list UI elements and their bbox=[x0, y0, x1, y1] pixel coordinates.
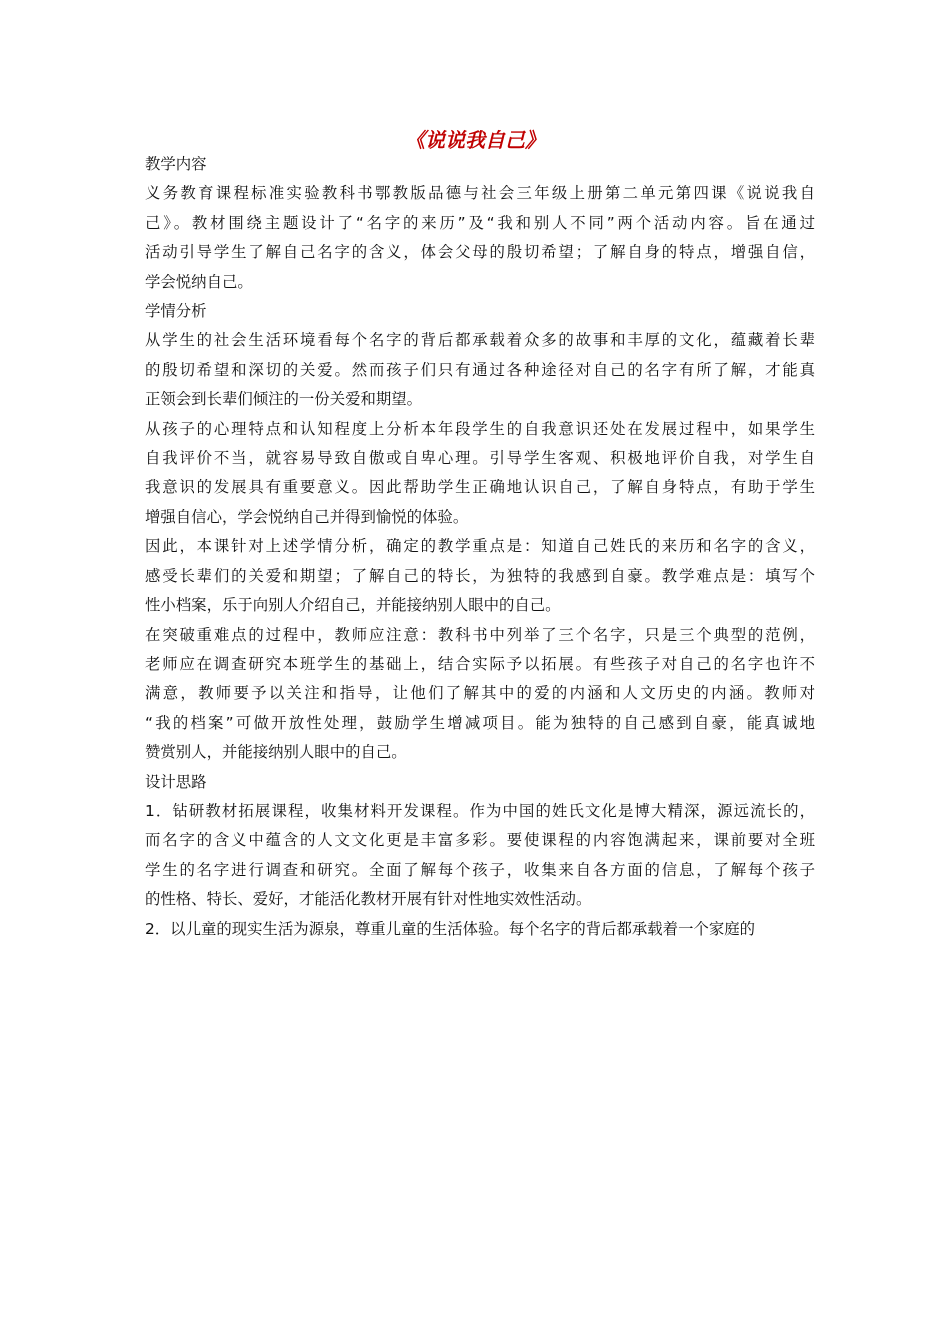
paragraph bbox=[145, 915, 815, 944]
paragraph bbox=[145, 179, 815, 297]
section-teaching-content bbox=[145, 150, 815, 297]
paragraph-line: 在突破重难点的过程中，教师应注意：教科书中列举了三个名字，只是三个典型的范例， bbox=[145, 625, 815, 644]
section-design-ideas bbox=[145, 768, 815, 944]
section-heading: 学情分析 bbox=[145, 302, 207, 321]
paragraph-line: 义务教育课程标准实验教科书鄂教版品德与社会三年级上册第二单元第四课《说说我自 bbox=[145, 184, 815, 203]
paragraph-line: “我的档案”可做开放性处理，鼓励学生增减项目。能为独特的自己感到自豪，能真诚地 bbox=[145, 713, 815, 732]
paragraph-line: 增强自信心，学会悦纳自己并得到愉悦的体验。 bbox=[145, 507, 469, 526]
paragraph bbox=[145, 797, 815, 915]
paragraph-line: 正领会到长辈们倾注的一份关爱和期望。 bbox=[145, 390, 423, 409]
paragraph-line: 学生的名字进行调查和研究。全面了解每个孩子，收集来自各方面的信息，了解每个孩子 bbox=[145, 860, 815, 879]
paragraph-line: 而名字的含义中蕴含的人文文化更是丰富多彩。要使课程的内容饱满起来，课前要对全班 bbox=[145, 831, 815, 850]
document-body bbox=[145, 150, 815, 944]
paragraph-line: 己》。教材围绕主题设计了“名字的来历”及“我和别人不同”两个活动内容。旨在通过 bbox=[145, 213, 815, 232]
paragraph-line: 我意识的发展具有重要意义。因此帮助学生正确地认识自己，了解自身特点，有助于学生 bbox=[145, 478, 815, 497]
paragraph-line: 活动引导学生了解自己名字的含义，体会父母的殷切希望；了解自身的特点，增强自信， bbox=[145, 243, 815, 262]
paragraph-line: 性小档案，乐于向别人介绍自己，并能接纳别人眼中的自己。 bbox=[145, 596, 561, 615]
document-title: 《说说我自己》 bbox=[405, 128, 545, 152]
paragraph bbox=[145, 532, 815, 620]
paragraph-line: 从学生的社会生活环境看每个名字的背后都承载着众多的故事和丰厚的文化，蕴藏着长辈 bbox=[145, 331, 815, 350]
section-learning-analysis bbox=[145, 297, 815, 768]
paragraph-line: 从孩子的心理特点和认知程度上分析本年段学生的自我意识还处在发展过程中，如果学生 bbox=[145, 419, 815, 438]
paragraph-line: 自我评价不当，就容易导致自傲或自卑心理。引导学生客观、积极地评价自我，对学生自 bbox=[145, 449, 815, 468]
paragraph bbox=[145, 621, 815, 768]
paragraph-line: 感受长辈们的关爱和期望；了解自己的特长，为独特的我感到自豪。教学难点是：填写个 bbox=[145, 566, 815, 585]
paragraph bbox=[145, 415, 815, 533]
paragraph-line: 的殷切希望和深切的关爱。然而孩子们只有通过各种途径对自己的名字有所了解，才能真 bbox=[145, 360, 815, 379]
paragraph-line: 学会悦纳自己。 bbox=[145, 272, 253, 291]
section-heading: 设计思路 bbox=[145, 772, 207, 791]
paragraph bbox=[145, 326, 815, 414]
paragraph-line: 赞赏别人，并能接纳别人眼中的自己。 bbox=[145, 743, 407, 762]
paragraph-line: 的性格、特长、爱好，才能活化教材开展有针对性地实效性活动。 bbox=[145, 890, 592, 909]
paragraph-line: 1．钻研教材拓展课程，收集材料开发课程。作为中国的姓氏文化是博大精深，源远流长的， bbox=[145, 801, 815, 820]
paragraph-line: 老师应在调查研究本班学生的基础上，结合实际予以拓展。有些孩子对自己的名字也许不 bbox=[145, 654, 815, 673]
paragraph-line: 满意，教师要予以关注和指导，让他们了解其中的爱的内涵和人文历史的内涵。教师对 bbox=[145, 684, 815, 703]
paragraph-line: 因此，本课针对上述学情分析，确定的教学重点是：知道自己姓氏的来历和名字的含义， bbox=[145, 537, 815, 556]
paragraph-line: 2．以儿童的现实生活为源泉，尊重儿童的生活体验。每个名字的背后都承载着一个家庭的 bbox=[145, 919, 756, 938]
section-heading: 教学内容 bbox=[145, 155, 207, 173]
